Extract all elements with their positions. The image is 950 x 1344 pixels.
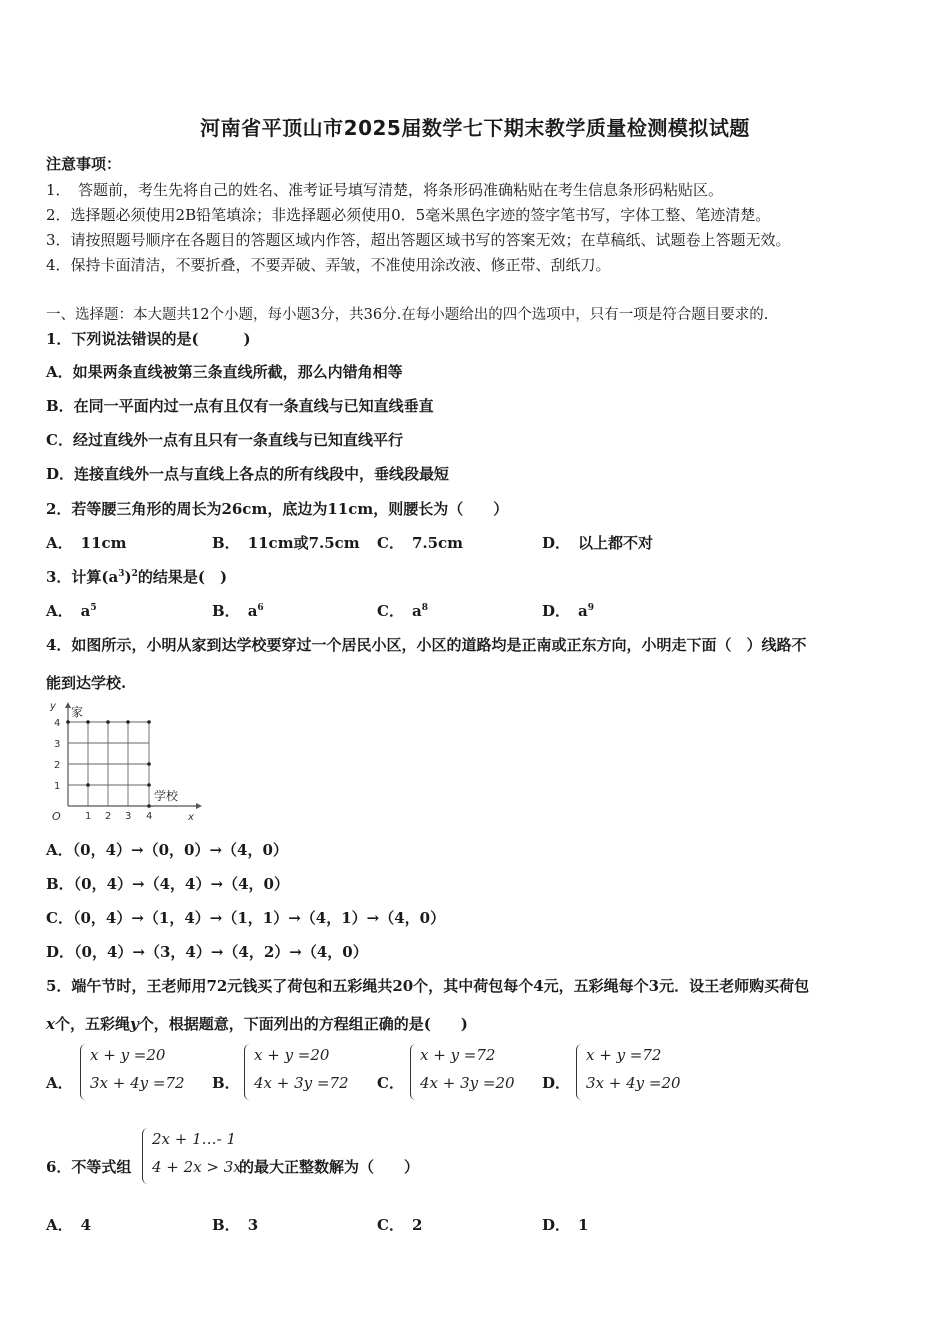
q4-stem-line1: 4．如图所示，小明从家到达学校要穿过一个居民小区，小区的道路均是正南或正东方向，小明走下面（ ）线路不 <box>46 636 807 654</box>
q5-option-a-system: x + y =20 3x + 4y =72 <box>80 1044 190 1100</box>
q3-stem: 3．计算$(a^3)^2$的结果是( ) <box>46 568 228 586</box>
x-axis-label: x <box>188 812 194 823</box>
q5-option-b-system: x + y =20 4x + 3y =72 <box>244 1044 354 1100</box>
q2-option-c: C． 7.5cm <box>377 534 464 552</box>
grid-lines <box>68 722 149 806</box>
q3-option-a: A． $a^5$ <box>46 602 97 620</box>
origin-label: O <box>52 810 61 823</box>
q5-stem-line2: x个，五彩绳y个，根据题意，下面列出的方程组正确的是( ) <box>46 1015 468 1033</box>
section-heading: 一、选择题：本大题共12个小题，每小题3分，共36分.在每小题给出的四个选项中，只有一项是符合题目要求的. <box>46 307 769 323</box>
q5-stem-line1: 5．端午节时，王老师用72元钱买了荷包和五彩绳共20个，其中荷包每个4元，五彩绳每个3元．设王老师购买荷包 <box>46 977 810 995</box>
home-label: 家 <box>71 705 84 719</box>
y-axis-label: y <box>50 701 56 712</box>
q4-option-d: D．（0，4）→（3，4）→（4，2）→（4，0） <box>46 943 368 961</box>
q6-stem-pre: 6．不等式组 <box>46 1158 132 1176</box>
q5-option-d-letter: D． <box>542 1074 571 1092</box>
q6-option-c: C． 2 <box>377 1216 423 1234</box>
notice-item-1: 1． 答题前，考生先将自己的姓名、准考证号填写清楚，将条形码准确粘贴在考生信息条形码粘贴区。 <box>46 181 724 199</box>
q4-option-a: A．（0，4）→（0，0）→（4，0） <box>46 841 288 859</box>
q1-stem: 1．下列说法错误的是( ) <box>46 330 251 348</box>
q5-option-d-system: x + y =72 3x + 4y =20 <box>576 1044 686 1100</box>
q2-option-b: B． 11cm或7.5cm <box>212 534 360 552</box>
q5-option-a-letter: A． <box>46 1074 73 1092</box>
x-tick-1: 1 <box>85 811 92 822</box>
q4-stem-line2: 能到达学校. <box>46 674 127 692</box>
q6-option-a: A． 4 <box>46 1216 92 1234</box>
x-tick-3: 3 <box>125 811 132 822</box>
q5-option-b-letter: B． <box>212 1074 240 1092</box>
q2-stem: 2．若等腰三角形的周长为26cm，底边为11cm，则腰长为（ ） <box>46 500 509 518</box>
q3-option-b: B． $a^6$ <box>212 602 264 620</box>
q4-option-c: C．（0，4）→（1，4）→（1，1）→（4，1）→（4，0） <box>46 909 446 927</box>
q6-stem-post: 的最大正整数解为（ ） <box>239 1158 420 1176</box>
q6-option-d: D． 1 <box>542 1216 589 1234</box>
x-tick-2: 2 <box>105 811 112 822</box>
q1-option-a: A．如果两条直线被第三条直线所截，那么内错角相等 <box>46 363 403 381</box>
q4-option-b: B．（0，4）→（4，4）→（4，0） <box>46 875 289 893</box>
q1-option-d: D．连接直线外一点与直线上各点的所有线段中，垂线段最短 <box>46 465 450 483</box>
notice-heading: 注意事项： <box>46 155 122 173</box>
q5-option-c-letter: C． <box>377 1074 404 1092</box>
q3-option-d: D． $a^9$ <box>542 602 595 620</box>
y-tick-4: 4 <box>54 718 61 729</box>
notice-item-2: 2．选择题必须使用2B铅笔填涂；非选择题必须使用0．5毫米黑色字迹的签字笔书写，字体工整、笔迹清楚。 <box>46 206 771 224</box>
y-tick-3: 3 <box>54 739 61 750</box>
q6-inequality-system: 2x + 1…- 1 4 + 2x > 3x <box>142 1128 238 1184</box>
y-tick-1: 1 <box>54 781 61 792</box>
q4-figure-grid <box>44 700 204 825</box>
q6-option-b: B． 3 <box>212 1216 259 1234</box>
page-title: 河南省平顶山市2025届数学七下期末教学质量检测模拟试题 <box>200 116 750 140</box>
q1-option-b: B．在同一平面内过一点有且仅有一条直线与已知直线垂直 <box>46 397 434 415</box>
notice-item-4: 4．保持卡面清洁，不要折叠，不要弄破、弄皱，不准使用涂改液、修正带、刮纸刀。 <box>46 256 611 274</box>
x-tick-4: 4 <box>146 811 153 822</box>
q1-option-c: C．经过直线外一点有且只有一条直线与已知直线平行 <box>46 431 403 449</box>
y-tick-2: 2 <box>54 760 61 771</box>
school-label: 学校 <box>154 789 179 803</box>
x-axis-arrow <box>196 803 202 809</box>
q2-option-d: D． 以上都不对 <box>542 534 654 552</box>
notice-item-3: 3．请按照题号顺序在各题目的答题区域内作答，超出答题区域书写的答案无效；在草稿纸、试题卷上答题无效。 <box>46 231 791 249</box>
q5-option-c-system: x + y =72 4x + 3y =20 <box>410 1044 520 1100</box>
q2-option-a: A． 11cm <box>46 534 127 552</box>
q3-option-c: C． $a^8$ <box>377 602 428 620</box>
